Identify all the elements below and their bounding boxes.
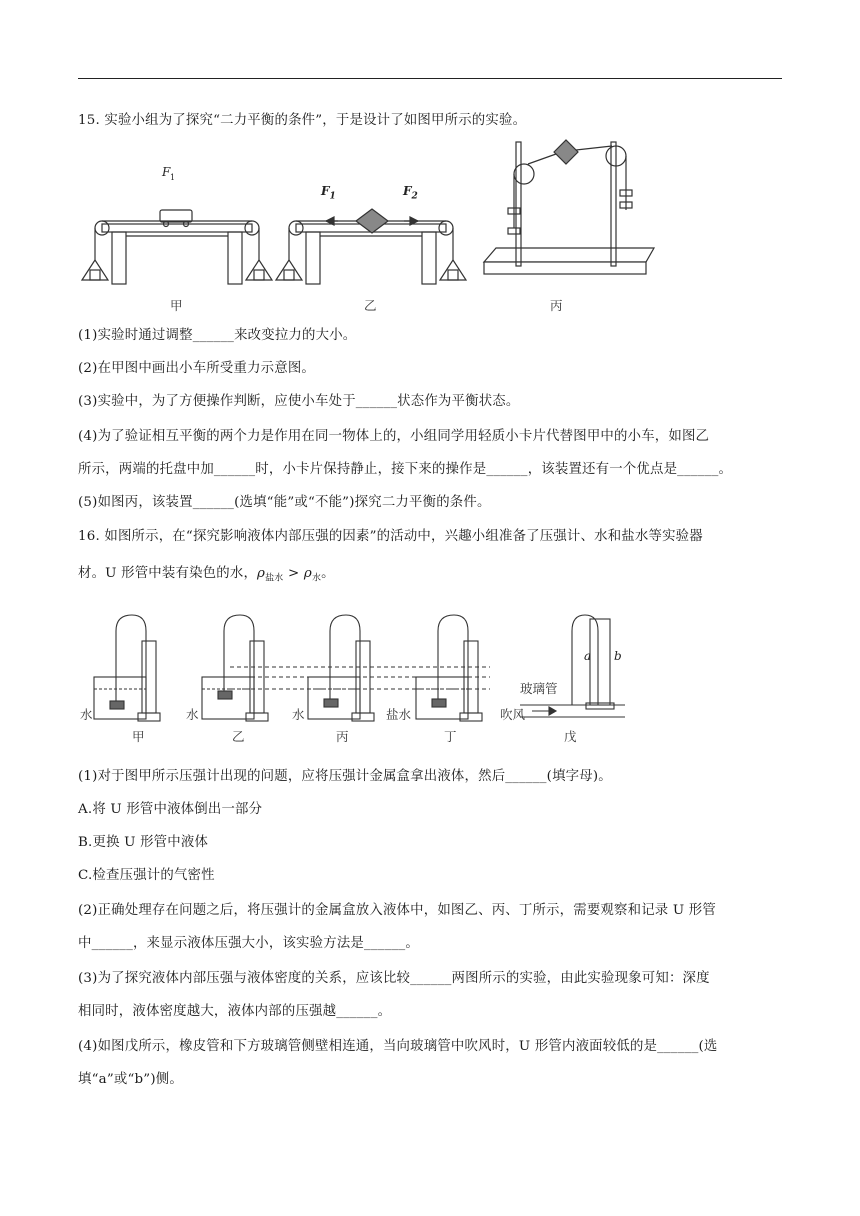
q16-option-b: B.更换 U 形管中液体 [78,835,209,850]
q15-part4a: (4)为了验证相互平衡的两个力是作用在同一物体上的，小组同学用轻质小卡片代替图甲中的小车，如图乙 [78,429,710,444]
force-f1: $F_1$ [321,184,336,202]
blow-label: 吹风 [500,707,526,722]
q15-part2: (2)在甲图中画出小车所受重力示意图。 [78,361,316,376]
fig-label-jia-16: 甲 [132,729,145,744]
setup-yi [202,615,268,721]
q15-part3: (3)实验中，为了方便操作判断，应使小车处于______状态作为平衡状态。 [78,394,520,409]
liquid-label-4: 盐水 [386,707,412,722]
fig-label-ding-16: 丁 [444,729,457,744]
liquid-label-1: 水 [80,707,93,722]
fig-label-bing-16: 丙 [336,729,349,744]
label-a: a [584,649,592,663]
q16-option-a: A.将 U 形管中液体倒出一部分 [78,802,263,817]
q15-part5: (5)如图丙，该装置______(选填“能”或“不能”)探究二力平衡的条件。 [78,495,491,510]
q15-figure-svg [76,136,666,286]
force-f1-sub: 1 [170,173,176,182]
q15-part4b: 所示，两端的托盘中加______时，小卡片保持静止，接下来的操作是______，该装置还有一个优点是______。 [78,462,733,477]
q15-part1: (1)实验时通过调整______来改变拉力的大小。 [78,328,357,343]
setup-ding [416,615,482,721]
q16-part2a: (2)正确处理存在问题之后，将压强计的金属盒放入液体中，如图乙、丙、丁所示，需要观察和记录 U 形管 [78,903,716,918]
label-b: b [614,649,622,663]
liquid-label-2: 水 [186,707,199,722]
q16-part3b: 相同时，液体密度越大，液体内部的压强越______。 [78,1004,392,1019]
setup-bing [308,615,374,721]
rho-symbol: ρ [257,566,266,581]
fig-label-yi-16: 乙 [232,729,245,744]
setup-wu [520,615,625,717]
fig-label-jia: 甲 [170,298,183,313]
header-rule [78,78,782,79]
q16-stem-a: 16. 如图所示，在“探究影响液体内部压强的因素”的活动中，兴趣小组准备了压强计、水和盐水等实验器 [78,529,703,544]
q16-part4b: 填“a”或“b”)侧。 [78,1072,183,1087]
q16-figure [80,605,640,745]
q16-figure-svg [80,605,640,745]
q15-figure [76,136,666,313]
glass-tube-label: 玻璃管 [520,681,558,696]
q16-option-c: C.检查压强计的气密性 [78,868,215,883]
q16-part2b: 中______，来显示液体压强大小，该实验方法是______。 [78,936,419,951]
liquid-label-3: 水 [292,707,305,722]
fig-label-bing: 丙 [550,298,563,313]
q16-stem-b: 材。U 形管中装有染色的水，$\rho_{盐水} > \rho_水$。 [78,566,335,584]
q16-part4a: (4)如图戊所示，橡皮管和下方玻璃管侧壁相连通，当向玻璃管中吹风时，U 形管内液面较低的是______(选 [78,1039,718,1054]
fig-label-yi: 乙 [364,298,377,313]
fig-label-wu-16: 戊 [564,729,577,744]
force-f1-label: F [162,165,171,179]
q16-part1: (1)对于图甲所示压强计出现的问题，应将压强计金属盒拿出液体，然后______(填字母)。 [78,769,612,784]
q15-stem: 15. 实验小组为了探究“二力平衡的条件”，于是设计了如图甲所示的实验。 [78,113,527,128]
q16-part3a: (3)为了探究液体内部压强与液体密度的关系，应该比较______两图所示的实验，由此实验现象可知：深度 [78,971,710,986]
setup-jia [94,615,160,721]
force-f2: $F_2$ [403,184,418,202]
